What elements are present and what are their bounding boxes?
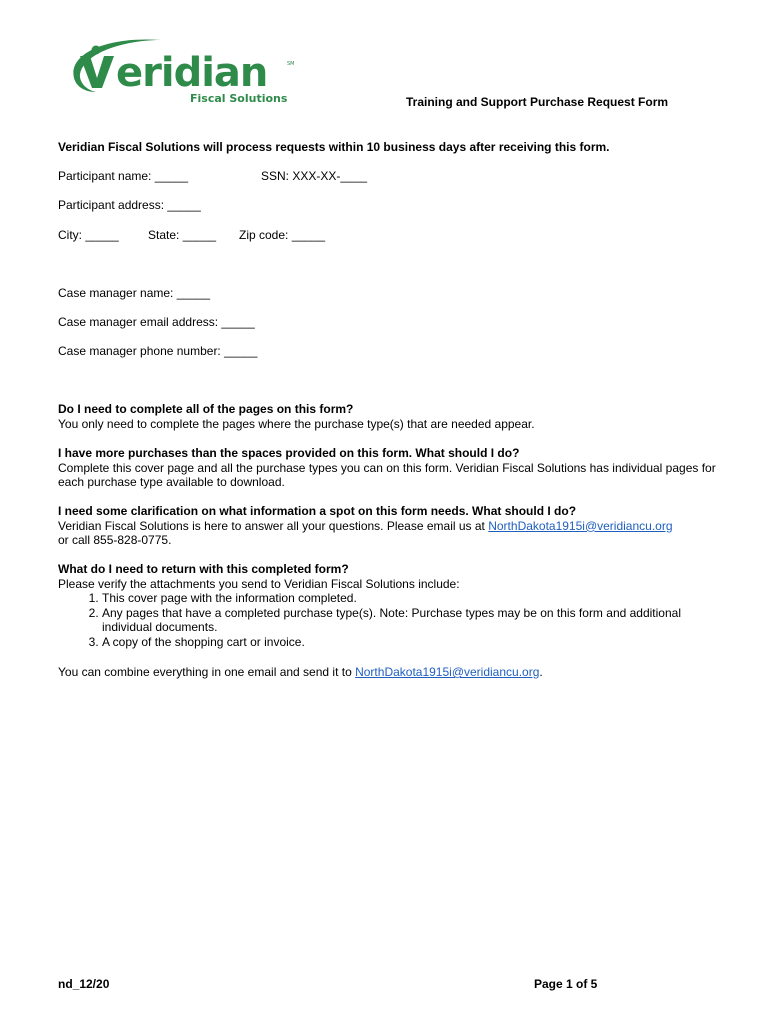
closing-prefix: You can combine everything in one email and send it to	[58, 665, 356, 679]
attachments-list	[58, 591, 718, 649]
faq-answer	[58, 519, 718, 548]
closing-email-link[interactable]: NorthDakota1915i@veridiancu.org	[355, 665, 540, 679]
intro-text: Veridian Fiscal Solutions will process requests within 10 business days after receiving this form.	[58, 140, 610, 154]
case-manager-email-field[interactable]: Case manager email address: _____	[58, 315, 255, 329]
faq-question: What do I need to return with this completed form?	[58, 562, 349, 576]
faq-3	[58, 504, 718, 548]
form-code: nd_12/20	[58, 977, 110, 991]
faq-answer-intro: Please verify the attachments you send to Veridian Fiscal Solutions include:	[58, 576, 460, 591]
list-item: 3. A copy of the shopping cart or invoice.	[102, 635, 718, 650]
faq-2	[58, 446, 718, 490]
state-field[interactable]: State: _____	[148, 228, 217, 242]
faq-4	[58, 562, 718, 650]
faq-1	[58, 402, 718, 431]
list-item: 2. Any pages that have a completed purchase type(s). Note: Purchase types may be on this form and additional individual documents.	[102, 606, 718, 635]
veridian-logo	[66, 34, 298, 110]
closing-suffix: .	[539, 665, 543, 679]
case-manager-name-field[interactable]: Case manager name: _____	[58, 286, 211, 300]
faq-answer-suffix: or call 855-828-0775.	[58, 533, 172, 548]
participant-address-field[interactable]: Participant address: _____	[58, 198, 201, 212]
city-field[interactable]: City: _____	[58, 228, 119, 242]
ssn-field[interactable]: SSN: XXX-XX-____	[261, 169, 368, 183]
faq-question: I need some clarification on what information a spot on this form needs. What should I do?	[58, 504, 577, 518]
logo-graphic	[66, 34, 298, 110]
faq-answer: You only need to complete the pages where the purchase type(s) that are needed appear.	[58, 416, 535, 431]
logo-brand-text: eridian	[116, 50, 268, 96]
page-number: Page 1 of 5	[534, 977, 598, 991]
logo-mark: SM	[287, 61, 295, 67]
list-item: 1. This cover page with the information completed.	[102, 591, 718, 606]
participant-name-field[interactable]: Participant name: _____	[58, 169, 189, 183]
faq-question: I have more purchases than the spaces provided on this form. What should I do?	[58, 446, 520, 460]
zip-field[interactable]: Zip code: _____	[239, 228, 326, 242]
case-manager-phone-field[interactable]: Case manager phone number: _____	[58, 344, 258, 358]
form-title: Training and Support Purchase Request Form	[406, 95, 669, 109]
logo-tagline: Fiscal Solutions	[190, 92, 288, 105]
faq-answer: Complete this cover page and all the purchase types you can on this form. Veridian Fiscal Solutions has individual pages for each purchase type available to download.	[58, 460, 716, 490]
closing-line	[58, 665, 718, 680]
faq-answer-prefix: Veridian Fiscal Solutions is here to answer all your questions. Please email us at	[58, 518, 489, 533]
email-link[interactable]: NorthDakota1915i@veridiancu.org	[488, 518, 673, 533]
faq-question: Do I need to complete all of the pages on this form?	[58, 402, 354, 416]
